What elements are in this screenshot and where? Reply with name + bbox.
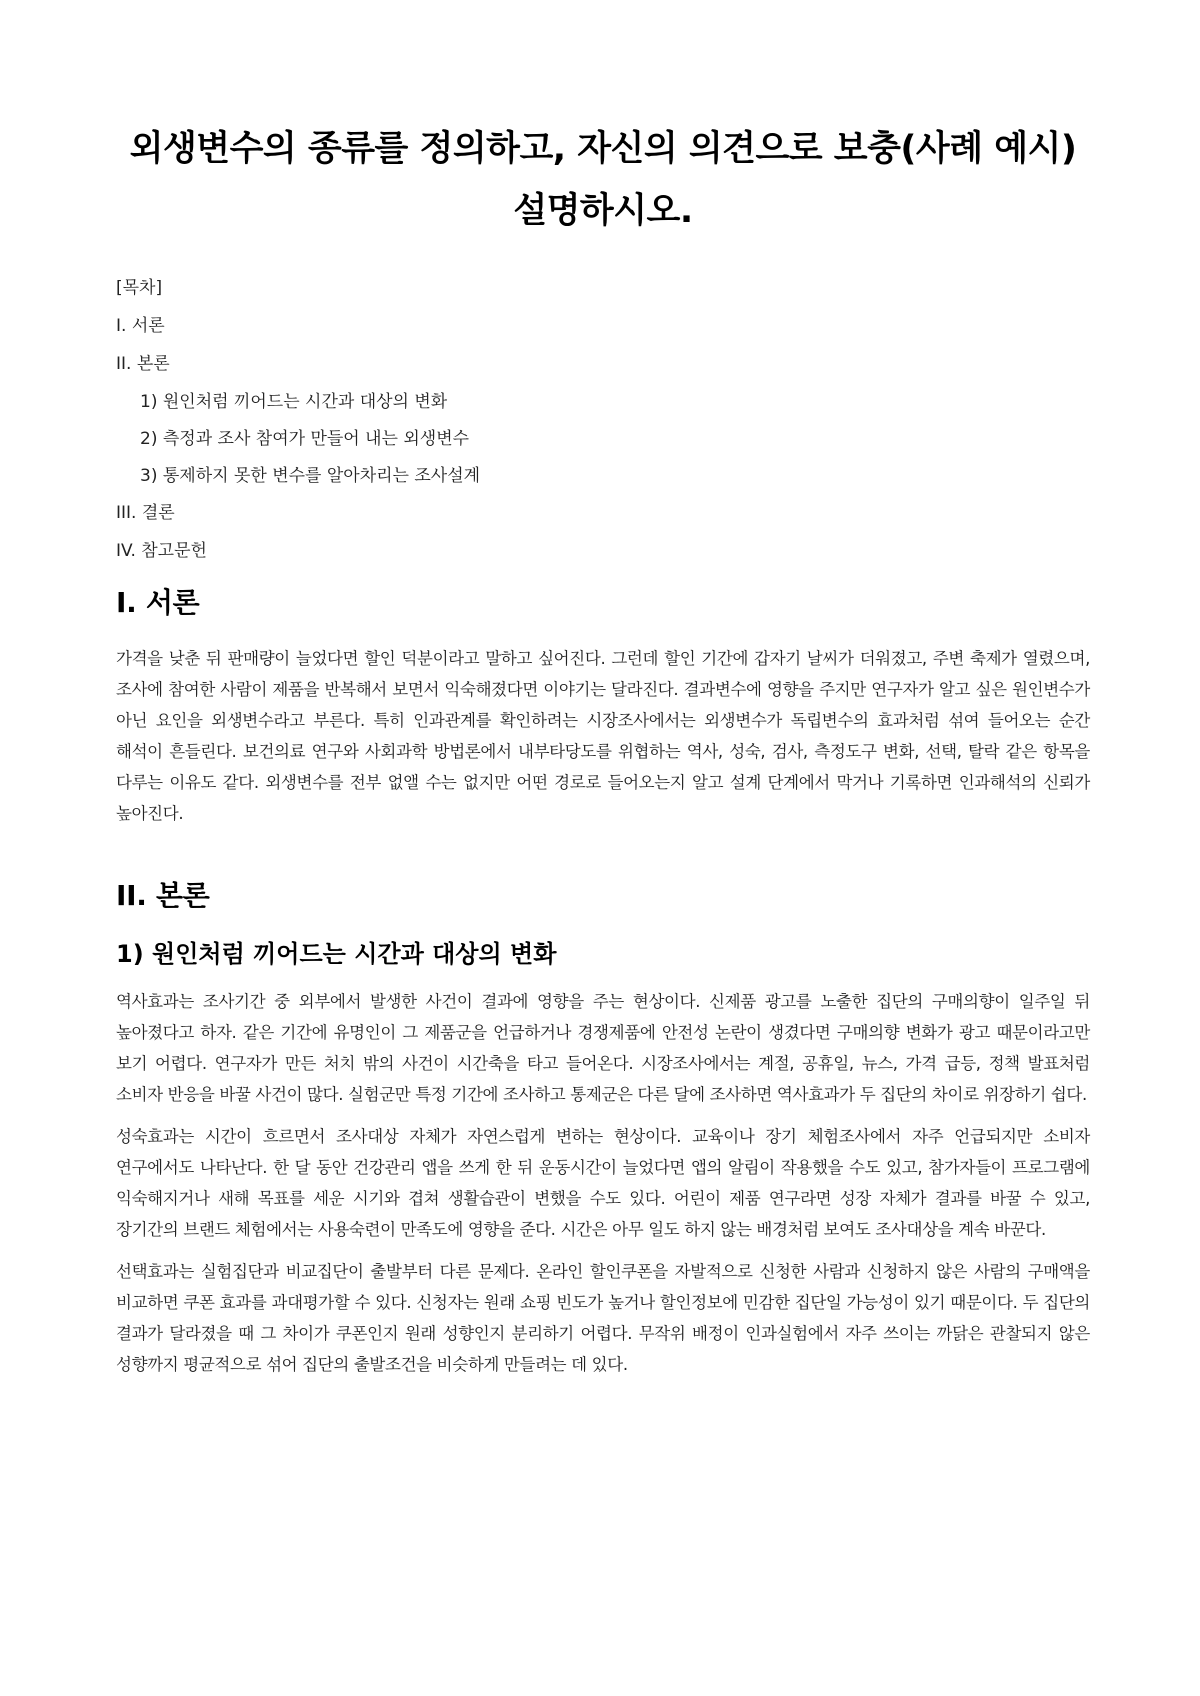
paragraph: 선택효과는 실험집단과 비교집단이 출발부터 다른 문제다. 온라인 할인쿠폰을 자발적으로 신청한 사람과 신청하지 않은 사람의 구매액을 비교하면 쿠폰 효과를 과대평가할 수 있다. 신청자는 원래 쇼핑 빈도가 높거나 할인정보에 민감한 집단일 가능성이 있기 때문이다. 두 집단의 결과가 달라졌을 때 그 차이가 쿠폰인지 원래 성향인지 분리하기 어렵다. 무작위 배정이 인과실험에서 자주 쓰이는 까닭은 관찰되지 않은 성향까지 평균적으로 섞어 집단의 출발조건을 비슷하게 만들려는 데 있다.: [116, 1262, 1090, 1374]
toc-item-body-2: 2) 측정과 조사 참여가 만들어 내는 외생변수: [140, 429, 470, 449]
paragraph: 가격을 낮춘 뒤 판매량이 늘었다면 할인 덕분이라고 말하고 싶어진다. 그런데 할인 기간에 갑자기 날씨가 더워졌고, 주변 축제가 열렸으며, 조사에 참여한 사람이 제품을 반복해서 보면서 익숙해졌다면 이야기는 달라진다. 결과변수에 영향을 주지만 연구자가 알고 싶은 원인변수가 아닌 요인을 외생변수라고 부른다. 특히 인과관계를 확인하려는 시장조사에서는 외생변수가 독립변수의 효과처럼 섞여 들어오는 순간 해석이 흔들린다. 보건의료 연구와 사회과학 방법론에서 내부타당도를 위협하는 역사, 성숙, 검사, 측정도구 변화, 선택, 탈락 같은 항목을 다루는 이유도 같다. 외생변수를 전부 없앨 수는 없지만 어떤 경로로 들어오는지 알고 설계 단계에서 막거나 기록하면 인과해석의 신뢰가 높아진다.: [116, 649, 1090, 823]
toc-item-body: II. 본론: [116, 354, 170, 374]
section-heading-introduction: I. 서론: [116, 586, 200, 619]
paragraph: 성숙효과는 시간이 흐르면서 조사대상 자체가 자연스럽게 변하는 현상이다. 교육이나 장기 체험조사에서 자주 언급되지만 소비자 연구에서도 나타난다. 한 달 동안 건강관리 앱을 쓰게 한 뒤 운동시간이 늘었다면 앱의 알림이 작용했을 수도 있고, 참가자들이 프로그램에 익숙해지거나 새해 목표를 세운 시기와 겹쳐 생활습관이 변했을 수도 있다. 어린이 제품 연구라면 성장 자체가 결과를 바꿀 수 있고, 장기간의 브랜드 체험에서는 사용숙련이 만족도에 영향을 준다. 시간은 아무 일도 하지 않는 배경처럼 보여도 조사대상을 계속 바꾼다.: [116, 1127, 1090, 1239]
table-of-contents: [116, 278, 1090, 561]
toc-item-body-3: 3) 통제하지 못한 변수를 알아차리는 조사설계: [140, 466, 481, 486]
toc-item-body-1: 1) 원인처럼 끼어드는 시간과 대상의 변화: [140, 392, 448, 412]
toc-heading: [목차]: [116, 278, 163, 298]
section-body: [116, 878, 1090, 1380]
section-heading-body: II. 본론: [116, 879, 210, 912]
subsection-time-and-subject-change: [116, 938, 1090, 1380]
toc-item-conclusion: III. 결론: [116, 503, 175, 523]
paragraph: 역사효과는 조사기간 중 외부에서 발생한 사건이 결과에 영향을 주는 현상이다. 신제품 광고를 노출한 집단의 구매의향이 일주일 뒤 높아졌다고 하자. 같은 기간에 유명인이 그 제품군을 언급하거나 경쟁제품에 안전성 논란이 생겼다면 구매의향 변화가 광고 때문이라고만 보기 어렵다. 연구자가 만든 처치 밖의 사건이 시간축을 타고 들어온다. 시장조사에서는 계절, 공휴일, 뉴스, 가격 급등, 정책 발표처럼 소비자 반응을 바꿀 사건이 많다. 실험군만 특정 기간에 조사하고 통제군은 다른 달에 조사하면 역사효과가 두 집단의 차이로 위장하기 쉽다.: [116, 992, 1090, 1104]
toc-item-references: IV. 참고문헌: [116, 541, 207, 561]
section-introduction: [116, 585, 1090, 829]
section-spacer: [116, 840, 1090, 862]
toc-item-intro: I. 서론: [116, 316, 165, 336]
document-title: 외생변수의 종류를 정의하고, 자신의 의견으로 보충(사례 예시) 설명하시오.: [129, 129, 1077, 231]
subsection-heading: 1) 원인처럼 끼어드는 시간과 대상의 변화: [116, 940, 557, 968]
